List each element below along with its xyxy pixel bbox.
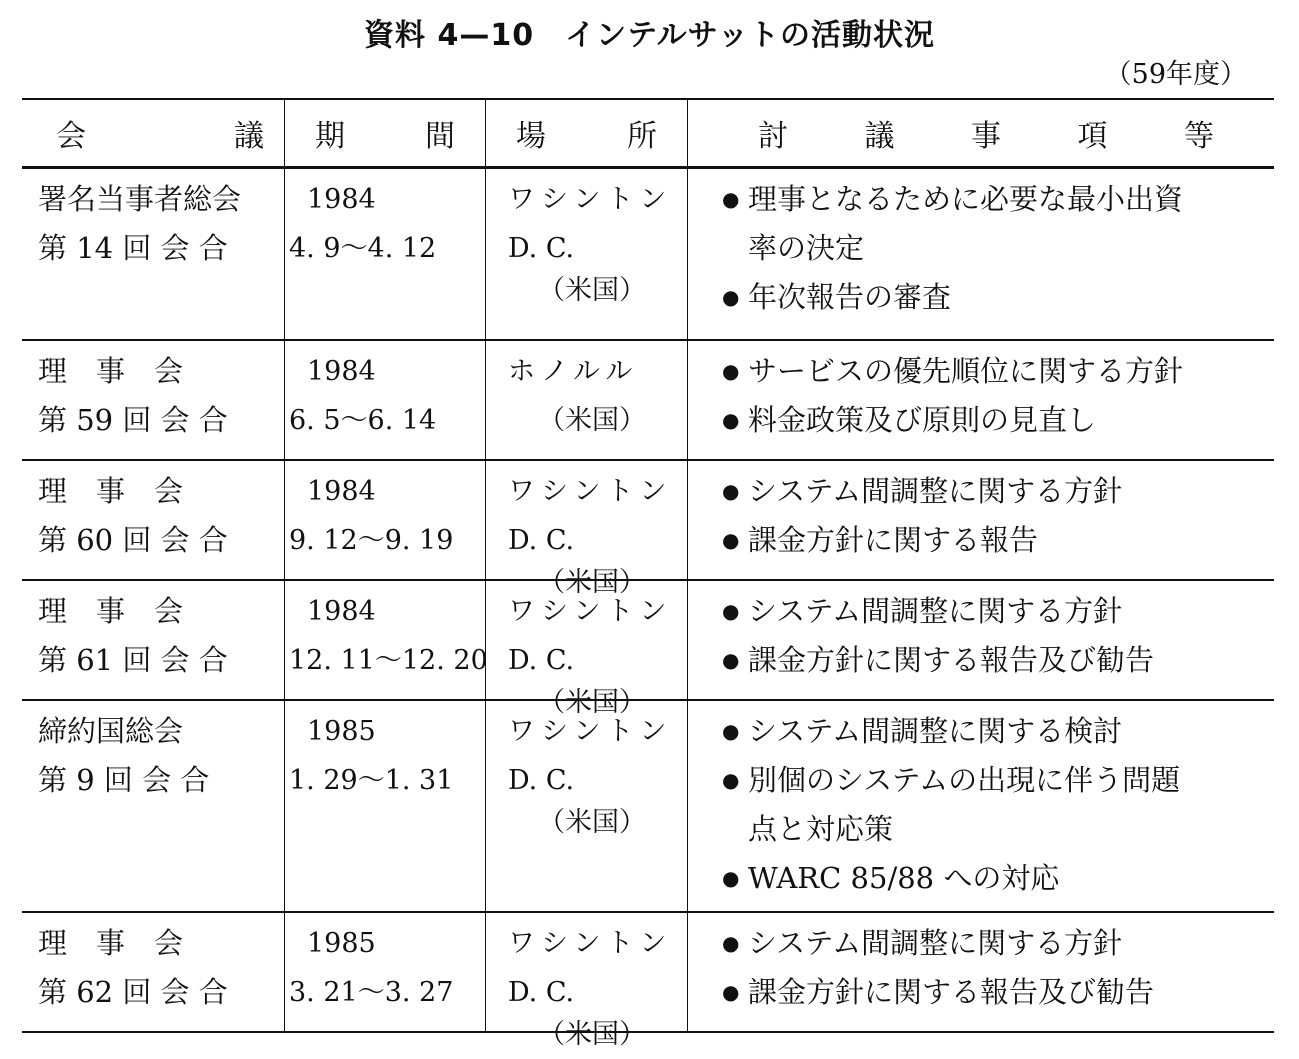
place-cell <box>486 913 688 1050</box>
meeting-cell <box>22 701 285 911</box>
bullet-icon: ● <box>722 866 740 890</box>
table-row <box>22 701 1274 913</box>
place-cell <box>486 581 688 718</box>
bullet-icon: ● <box>722 980 740 1004</box>
topic-item <box>722 516 1274 565</box>
place-text: （米国） <box>538 405 646 436</box>
topics-cell <box>688 461 1274 579</box>
table-row <box>22 341 1274 461</box>
meeting-cell <box>22 341 285 459</box>
place-cell <box>486 701 688 911</box>
place-text: ホノルル <box>508 356 639 387</box>
table-body <box>22 169 1274 1050</box>
place-cell <box>486 341 688 459</box>
header-place: 場 所 <box>486 100 688 166</box>
meeting-text: 第 14 回 会 合 <box>38 231 228 265</box>
place-text: （米国） <box>538 275 646 306</box>
place-text: D. C. <box>508 233 575 264</box>
topic-item <box>722 587 1274 636</box>
topic-text: 率の決定 <box>748 231 865 265</box>
topic-text: システム間調整に関する方針 <box>748 926 1123 960</box>
bullet-icon: ● <box>722 599 740 623</box>
place-text: ワシントン <box>508 928 673 959</box>
header-period: 期 間 <box>285 100 486 166</box>
topic-text: 料金政策及び原則の見直し <box>748 403 1097 437</box>
period-year: 1984 <box>307 184 376 215</box>
topic-text: システム間調整に関する方針 <box>748 474 1123 508</box>
topic-text: 課金方針に関する報告及び勧告 <box>748 643 1155 677</box>
place-cell <box>486 461 688 598</box>
place-text: ワシントン <box>508 716 673 747</box>
topic-item <box>722 636 1274 685</box>
place-text: ワシントン <box>508 476 673 507</box>
header-meeting: 会 議 <box>22 100 285 166</box>
topic-text: システム間調整に関する検討 <box>748 714 1123 748</box>
place-text: ワシントン <box>508 184 673 215</box>
place-text: ワシントン <box>508 596 673 627</box>
activity-table <box>22 98 1274 1050</box>
place-text: D. C. <box>508 645 575 676</box>
meeting-cell <box>22 913 285 1031</box>
period-dates: 12. 11～12. 20 <box>289 645 488 676</box>
meeting-text: 第 59 回 会 合 <box>38 403 228 437</box>
table-row <box>22 581 1274 718</box>
meeting-text: 署名当事者総会 <box>38 182 242 216</box>
table-header-row <box>22 98 1274 169</box>
fiscal-year-note: （59年度） <box>1104 59 1247 90</box>
meeting-text: 第 61 回 会 合 <box>38 643 228 677</box>
period-year: 1984 <box>307 356 376 387</box>
bullet-icon: ● <box>722 187 740 211</box>
bullet-icon: ● <box>722 285 740 309</box>
bullet-icon: ● <box>722 719 740 743</box>
topic-text: 別個のシステムの出現に伴う問題 <box>748 763 1181 797</box>
place-text: （米国） <box>538 807 646 838</box>
topic-item <box>722 347 1274 396</box>
topic-item <box>722 919 1274 968</box>
period-dates: 6. 5～6. 14 <box>289 405 437 436</box>
topic-item <box>722 968 1274 1017</box>
topic-item <box>722 175 1274 224</box>
topic-text: サービスの優先順位に関する方針 <box>748 354 1184 388</box>
period-cell <box>285 913 486 1031</box>
topic-item <box>722 805 1274 854</box>
header-topics: 討 議 事 項 等 <box>758 119 1214 154</box>
bullet-icon: ● <box>722 648 740 672</box>
topic-item <box>722 854 1274 903</box>
period-year: 1985 <box>307 928 376 959</box>
topics-cell <box>688 169 1274 339</box>
bullet-icon: ● <box>722 768 740 792</box>
place-text: （米国） <box>538 1019 646 1050</box>
meeting-cell <box>22 581 285 699</box>
topic-text: 理事となるために必要な最小出資 <box>748 182 1184 216</box>
meeting-text: 第 62 回 会 合 <box>38 975 228 1009</box>
bullet-icon: ● <box>722 528 740 552</box>
topic-text: システム間調整に関する方針 <box>748 594 1123 628</box>
meeting-cell <box>22 169 285 339</box>
period-cell <box>285 341 486 459</box>
place-text: （米国） <box>538 687 646 718</box>
place-text: （米国） <box>538 567 646 598</box>
topic-item <box>722 396 1274 445</box>
topic-text: WARC 85/88 への対応 <box>748 861 1060 895</box>
period-dates: 1. 29～1. 31 <box>289 765 454 796</box>
topic-item <box>722 467 1274 516</box>
topics-cell <box>688 581 1274 699</box>
period-year: 1984 <box>307 476 376 507</box>
period-year: 1985 <box>307 716 376 747</box>
topic-text: 点と対応策 <box>748 812 894 846</box>
topic-item <box>722 273 1274 322</box>
table-row <box>22 913 1274 1050</box>
topics-cell <box>688 341 1274 459</box>
meeting-text: 理 事 会 <box>38 594 184 628</box>
bullet-icon: ● <box>722 359 740 383</box>
period-cell <box>285 461 486 579</box>
topic-text: 課金方針に関する報告及び勧告 <box>748 975 1155 1009</box>
topic-text: 年次報告の審査 <box>748 280 952 314</box>
table-row <box>22 169 1274 341</box>
bullet-icon: ● <box>722 479 740 503</box>
document-title: 資料 4—10 インテルサットの活動状況 <box>364 18 935 53</box>
topic-item <box>722 756 1274 805</box>
topic-text: 課金方針に関する報告 <box>748 523 1039 557</box>
table-row <box>22 461 1274 598</box>
place-text: D. C. <box>508 765 575 796</box>
topics-cell <box>688 701 1274 911</box>
meeting-text: 理 事 会 <box>38 474 184 508</box>
period-cell <box>285 581 486 699</box>
topic-item <box>722 224 1274 273</box>
meeting-text: 締約国総会 <box>38 714 184 748</box>
period-dates: 4. 9～4. 12 <box>289 233 437 264</box>
bullet-icon: ● <box>722 408 740 432</box>
meeting-cell <box>22 461 285 579</box>
meeting-text: 理 事 会 <box>38 926 184 960</box>
period-year: 1984 <box>307 596 376 627</box>
period-cell <box>285 169 486 339</box>
place-cell <box>486 169 688 339</box>
bullet-icon: ● <box>722 931 740 955</box>
topic-item <box>722 707 1274 756</box>
meeting-text: 第 9 回 会 合 <box>38 763 210 797</box>
period-dates: 3. 21～3. 27 <box>289 977 454 1008</box>
period-cell <box>285 701 486 911</box>
period-dates: 9. 12～9. 19 <box>289 525 454 556</box>
topics-cell <box>688 913 1274 1031</box>
place-text: D. C. <box>508 977 575 1008</box>
place-text: D. C. <box>508 525 575 556</box>
meeting-text: 理 事 会 <box>38 354 184 388</box>
meeting-text: 第 60 回 会 合 <box>38 523 228 557</box>
